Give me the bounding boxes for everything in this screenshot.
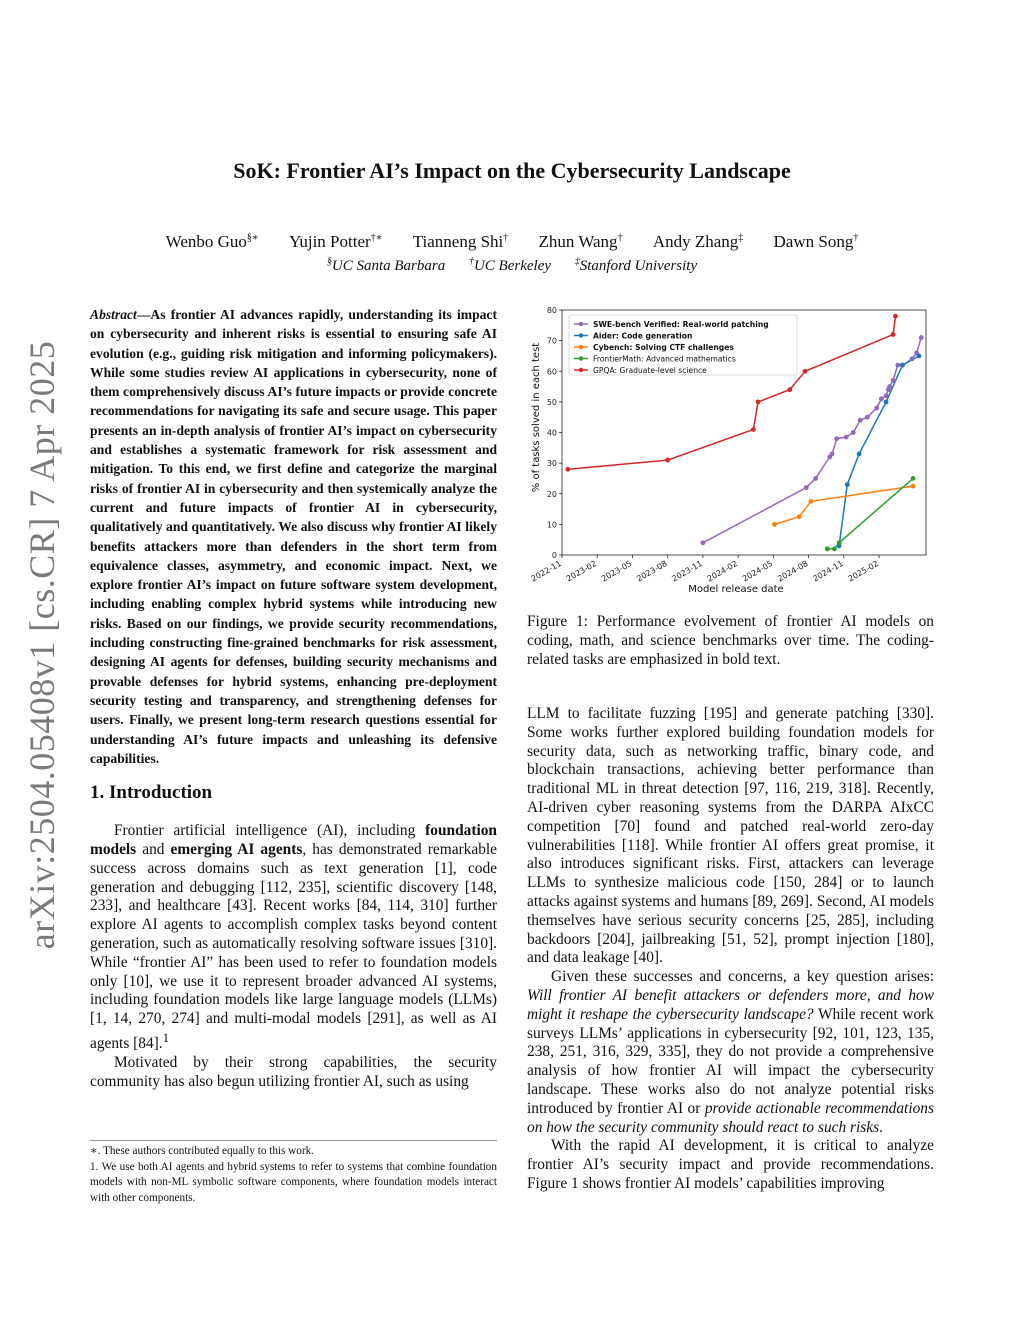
y-tick-label: 0 [551, 551, 557, 560]
affiliation: †UC Berkeley [468, 256, 552, 274]
author: Tianneng Shi† [412, 232, 509, 251]
x-tick-label: 2024-08 [776, 558, 810, 584]
legend-swatch-marker [579, 356, 583, 360]
left-column [90, 305, 497, 1091]
data-point [751, 427, 756, 432]
data-point [844, 435, 849, 440]
data-point [787, 387, 792, 392]
data-point [911, 476, 916, 481]
data-point [900, 363, 905, 368]
y-tick-label: 30 [546, 459, 557, 469]
affiliation-list [0, 256, 1024, 275]
body-paragraph: Given these successes and concerns, a key question arises: Will frontier AI benefit attackers or defenders more, and how might it reshape the cybersecurity landscape? While recent work surveys LLMs’ applications in cybersecurity [92, 101, 123, 135, 238, 251, 316, 329, 335], they do not provide a comprehensive analysis of how frontier AI will impact the cybersecurity landscape. These works also do not analyze potential risks introduced by frontier AI or provide actionable recommendations on how the security community should react to such risks. [527, 968, 935, 1136]
data-point [565, 467, 570, 472]
data-point [893, 314, 898, 319]
arxiv-sidebar [12, 340, 72, 950]
data-point [797, 514, 802, 519]
x-tick-label: 2025-02 [846, 558, 881, 584]
x-tick-label: 2024-02 [705, 558, 740, 584]
legend-label: FrontierMath: Advanced mathematics [593, 354, 736, 364]
data-point [809, 499, 814, 504]
footnote-ref: 1 [162, 1030, 170, 1045]
paper-title: SoK: Frontier AI’s Impact on the Cybersecurity Landscape [233, 158, 791, 183]
data-point [857, 452, 862, 457]
data-point [858, 418, 863, 423]
abstract-text: —As frontier AI advances rapidly, understanding its impact on cybersecurity and inherent risks is essential to ensuring safe AI evolution (e.g., guiding risk mitigation and informing policymakers). While some studies review AI applications in cybersecurity, none of them comprehensively discuss AI’s future impacts or provide concrete recommendations for navigating its safe and secure usage. This paper presents an in-depth analysis of frontier AI’s impact on cybersecurity and establishes a systematic framework for risk assessment and mitigation. To this end, we first define and categorize the marginal risks of frontier AI in cybersecurity and then systemically analyze the current and future impacts of frontier AI in cybersecurity, qualitatively and quantitatively. We also discuss why frontier AI likely benefits attackers more than defenders in the short term from equivalence classes, asymmetry, and economic impact. Next, we explore frontier AI’s impact on future software system development, including enabling complex hybrid systems while introducing new risks. Based on our findings, we provide security recommendations, including constructing fine-grained benchmarks for risk assessment, designing AI agents for defenses, building security mechanisms and provable defenses for hybrid systems, enhancing pre-deployment security testing and transparency, and strengthening defenses for users. Finally, we present long-term research questions essential for understanding AI’s future impacts and unleashing its defensive capabilities. [90, 307, 497, 766]
data-point [772, 522, 777, 527]
y-tick-label: 70 [546, 336, 557, 346]
author: Andy Zhang‡ [652, 232, 744, 251]
right-column [527, 305, 934, 1194]
author: Yujin Potter†∗ [288, 232, 383, 251]
x-tick-label: 2024-05 [740, 558, 775, 584]
footnote-equal-contribution: ∗. These authors contributed equally to this work. [90, 1145, 314, 1157]
y-tick-label: 40 [546, 428, 557, 438]
legend-swatch-marker [579, 322, 583, 326]
author: Wenbo Guo§∗ [165, 232, 259, 251]
legend-swatch-marker [579, 333, 583, 337]
legend-label: GPQA: Graduate-level science [593, 366, 707, 375]
author: Dawn Song† [773, 232, 859, 251]
legend-swatch-marker [579, 368, 583, 372]
legend-label: Cybench: Solving CTF challenges [593, 343, 734, 352]
legend-label: Aider: Code generation [593, 331, 693, 341]
data-point [832, 546, 837, 551]
figure-caption: Figure 1: Performance evolvement of frontier AI models on coding, math, and science benchmarks over time. The coding-related tasks are emphasized in bold text. [527, 613, 934, 668]
right-body-text [527, 705, 934, 1194]
data-point [665, 458, 670, 463]
y-tick-label: 60 [546, 367, 557, 377]
data-point [834, 436, 839, 441]
data-point [825, 546, 830, 551]
data-point [891, 378, 896, 383]
data-point [911, 484, 916, 489]
author-list [0, 232, 1024, 252]
performance-chart [527, 305, 934, 600]
data-point [919, 335, 924, 340]
affiliation: ‡Stanford University [574, 256, 698, 274]
data-point [813, 476, 818, 481]
y-axis-label: % of tasks solved in each test [531, 342, 542, 493]
figure-1 [527, 305, 934, 600]
data-point [830, 452, 835, 457]
affiliation: §UC Santa Barbara [326, 256, 446, 274]
body-paragraph: With the rapid AI development, it is critical to analyze frontier AI’s security impact and provide recommendations. Figure 1 shows frontier AI models’ capabilities improving [527, 1137, 934, 1192]
x-axis-label: Model release date [688, 584, 784, 595]
abstract-label: Abstract [90, 307, 137, 322]
data-point [756, 399, 761, 404]
data-point [895, 363, 900, 368]
data-point [804, 485, 809, 490]
footnotes [90, 1140, 497, 1206]
y-tick-label: 80 [546, 306, 557, 315]
legend-label: SWE-bench Verified: Real-world patching [593, 320, 769, 329]
data-point [865, 415, 870, 420]
footnote-1: 1. We use both AI agents and hybrid systems to refer to systems that combine foundation models with non-ML symbolic software components, where foundation models interact with other components. [90, 1160, 497, 1204]
data-point [803, 369, 808, 374]
series-line [839, 356, 919, 546]
data-point [851, 430, 856, 435]
y-tick-label: 10 [546, 520, 557, 530]
data-point [879, 396, 884, 401]
data-point [884, 399, 889, 404]
data-point [910, 357, 915, 362]
y-tick-label: 50 [546, 397, 557, 407]
section-heading-introduction: 1. Introduction [90, 782, 213, 804]
data-point [917, 354, 922, 359]
arxiv-id: arXiv:2504.05408v1 [cs.CR] 7 Apr 2025 [22, 340, 62, 950]
x-tick-label: 2023-11 [670, 558, 704, 584]
data-point [884, 393, 889, 398]
data-point [837, 540, 842, 545]
y-tick-label: 20 [546, 489, 557, 499]
data-point [887, 384, 892, 389]
author: Zhun Wang† [538, 232, 623, 251]
data-point [845, 482, 850, 487]
x-tick-label: 2023-02 [564, 558, 599, 584]
x-tick-label: 2023-05 [599, 558, 634, 584]
x-tick-label: 2024-11 [811, 558, 845, 584]
body-paragraph: LLM to facilitate fuzzing [195] and generate patching [330]. Some works further explored building foundation models for security data, such as networking traffic, binary code, and blockchain transactions, achieving better performance than traditional ML in threat detection [97, 116, 219, 318]. Recently, AI-driven cyber reasoning systems from the DARPA AIxCC competition [70] found and patched real-world zero-day vulnerabilities [118]. While frontier AI offers great promise, it also introduces significant risks. First, attackers can leverage LLMs to synthesize malicious code [150, 284] or to launch attacks against systems and humans [89, 269]. Second, AI models themselves have serious security concerns [25, 285], including backdoors [204], jailbreaking [51, 52], prompt injection [180], and data leakage [40]. [527, 705, 934, 967]
intro-paragraph-2: Motivated by their strong capabilities, the security community has also begun utilizing frontier AI, such as using [90, 1053, 497, 1090]
data-point [891, 332, 896, 337]
abstract [90, 305, 497, 768]
data-point [701, 540, 706, 545]
data-point [874, 406, 879, 411]
legend-swatch-marker [579, 345, 583, 349]
x-tick-label: 2023-08 [635, 558, 669, 584]
intro-paragraph-1: Frontier artificial intelligence (AI), including foundation models and emerging AI agents, has demonstrated remarkable success across domains such as text generation [1], code generation and debugging [112, 235], scientific discovery [148, 233], and healthcare [43]. Recent works [84, 114, 310] further explore AI agents to accomplish complex tasks beyond content generation, such as automatically resolving software issues [310]. While “frontier AI” has been used to refer to foundation models only [10], we use it to represent broader advanced AI systems, including foundation models like large language models (LLMs) [1, 14, 270, 274] and multi-modal models [291], as well as AI agents [84].$^1$ [90, 822, 497, 1053]
x-tick-label: 2022-11 [529, 558, 563, 584]
